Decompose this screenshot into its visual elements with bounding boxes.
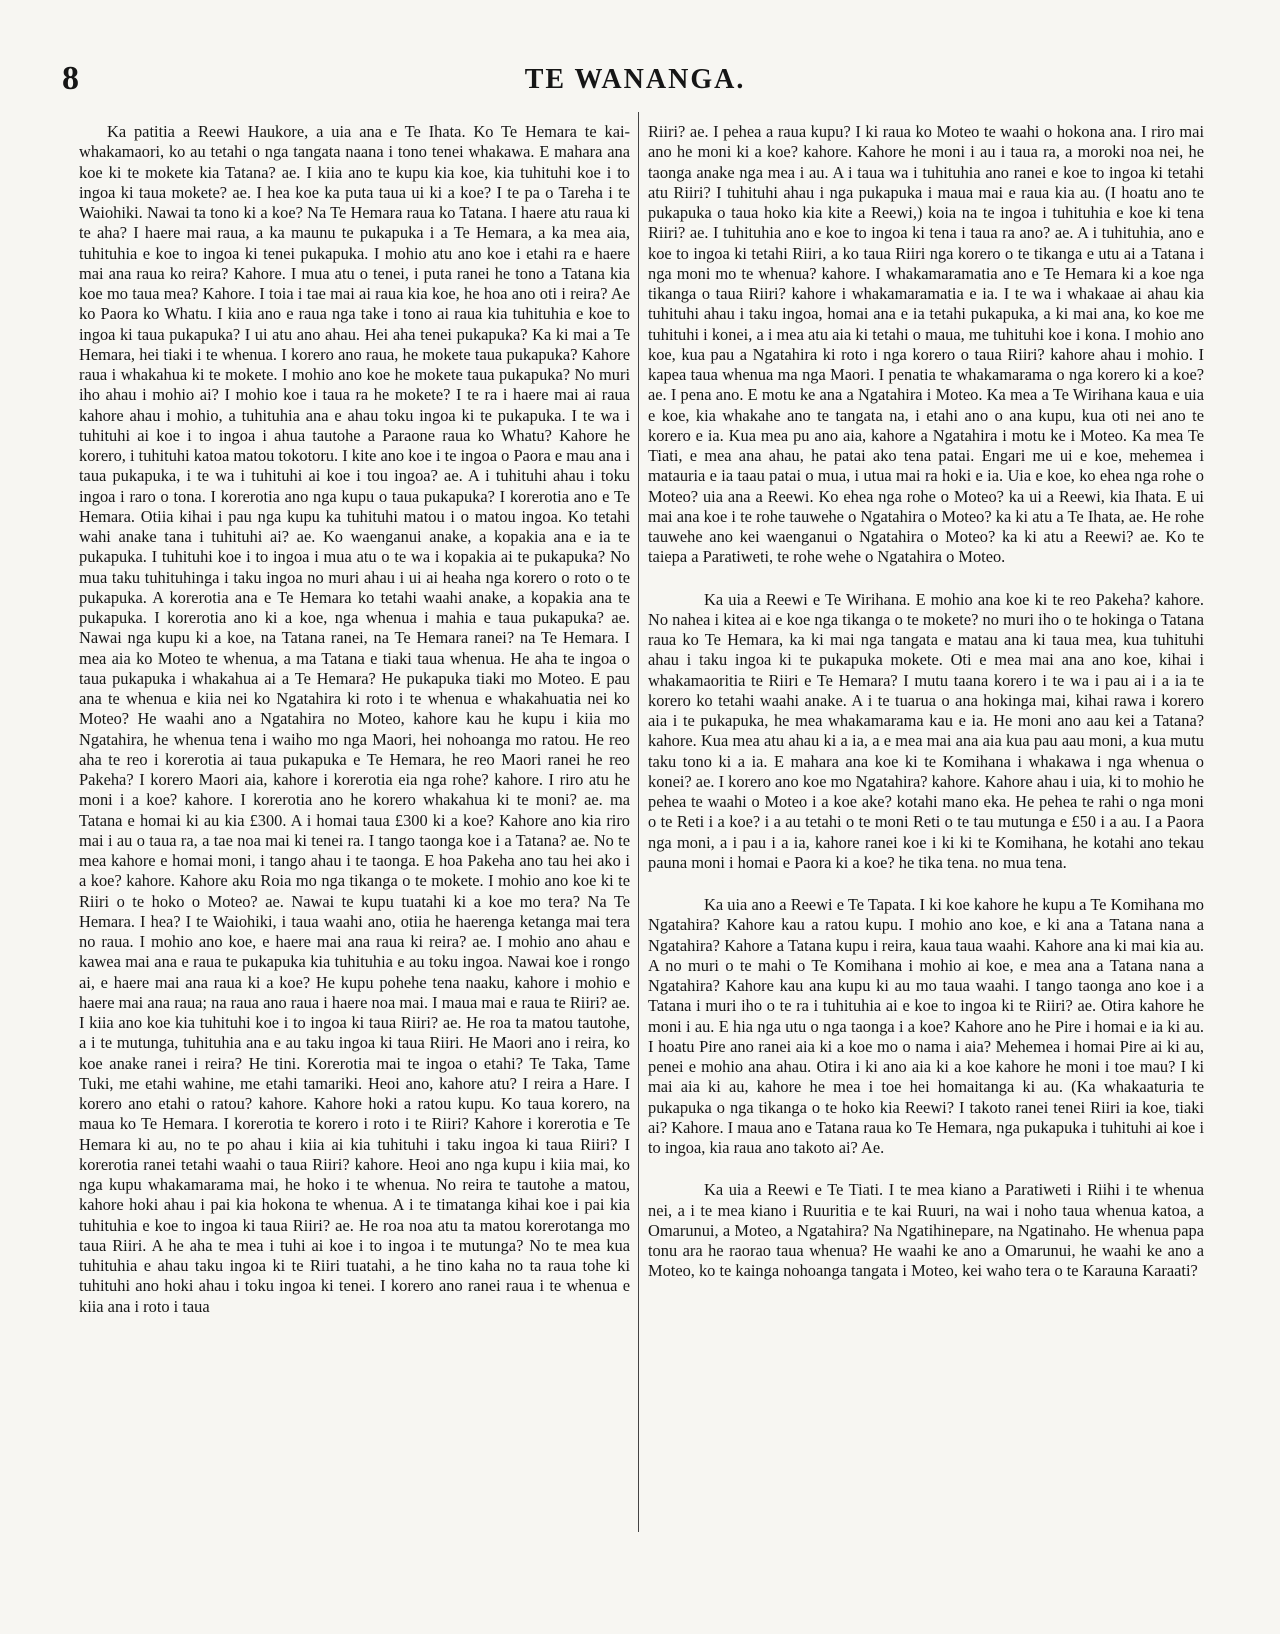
section-paragraph: Ka uia a Reewi e Te Wirihana. E mohio ana koe ki te reo Pakeha? kahore. No nahea i kitea ai e koe nga tikanga o te mokete? no muri iho o te hokinga o Tatana raua ko Te Hemara, ka ki mai nga tangata e matau ana ki taua mea, kua tuhituhi ahau i taku ingoa ki te pukapuka mokete. Oti e mea mai ana ano koe, kihai i whakamaoritia te Riiri e Te Hemara? I mutu taana korero i te wa i pau ai i a ia te korero ko tetahi waahi anake. A i te tuarua o ana hokinga mai, kihai rawa i korero aia i te pukapuka, he mea whakamarama kau e ia. He moni ano aau kei a Tatana? kahore. Kua mea atu ahau ki a ia, a e mea mai ana aia kua pau aau moni, a kua mutu taku tono ki a ia. E mahara ana koe ki te Komihana i whakawa i nga whenua o konei? ae. I korero ano koe mo Ngatahira? kahore. Kahore ahau i uia, ki to mohio he pehea te waahi o Moteo i a koe ake? kotahi mano eka. He pehea te rahi o nga moni o te Reti i a koe? i a au tetahi o te moni Reti o te tau mutunga e £50 i a au. I a Paora nga moni, a i pau i a ia, kahore ranei koe i ki ki te Komihana, he kotahi ano tekau pauna moni i homai e Paora ki a koe? he tika tena. no mua tena. <box>648 589 1204 872</box>
article-paragraph: Ka patitia a Reewi Haukore, a uia ana e Te Ihata. Ko Te Hemara te kai-whakamaori, ko au tetahi o nga tangata naana i tono tenei whakawa. E mahara ana koe ki te mokete kia Tatana? ae. I kiia ano te kupu kia koe, kia tuhituhi koe i to ingoa ki taua mokete? ae. I hea koe ka puta taua ui ki a koe? I te pa o Tareha i te Waiohiki. Nawai ta tono ki a koe? Na Te Hemara raua ko Tatana. I haere atu raua ki te aha? I haere mai raua, a ka maunu te pukapuka i a Te Hemara, a ka mea aia, tuhituhia e koe to ingoa ki tenei pukapuka. I mohio atu ano koe i etahi ra e haere mai ana raua ko reira? Kahore. I mua atu o tenei, i puta ranei he tono a Tatana kia koe mo taua mea? Kahore. I toia i tae mai ai raua kia koe, he hoa ano oti i reira? Ae ko Paora ko Whatu. I kiia ano e raua nga take i tono ai raua kia tuhituhia e koe to ingoa ki taua pukapuka? I ui atu ano ahau. Hei aha tenei pukapuka? Ka ki mai a Te Hemara, hei tiaki i te whenua. I korero ano raua, he mokete taua pukapuka? Kahore raua i whakahua ki te mokete. I mohio ano koe he mokete taua pukapuka? No muri iho ahau i mohio ai? I mohio koe i taua ra he mokete? I te ra i haere mai ai raua kahore ahau i mohio, a tuhituhia ana e ahau toku ingoa ki te pukapuka. I te wa i tuhituhi ai koe i to ingoa i ahua tautohe a Paraone raua ko Whatu? Kahore he korero, i tuhituhi katoa matou tokotoru. I kite ano koe i te ingoa o Paora e mau ana i taua pukapuka, i te wa i tuhituhi ai koe i tou ingoa? ae. A i tuhituhi ahau i toku ingoa i raro o tona. I korerotia ano nga kupu o taua pukapuka? I korerotia ano e Te Hemara. Otiia kihai i pau nga kupu ka tuhituhi matou i o matou ingoa. Ko tetahi wahi anake tana i tuhituhi ai? ae. Ko waenganui anake, a kopakia ana e ia te pukapuka. I tuhituhi koe i to ingoa i mua atu o te wa i kopakia ai te pukapuka? No mua taku tuhituhinga i taku ingoa no muri ahau i ui ai heaha nga korero o roto o te pukapuka. A korerotia ana e Te Hemara ko tetahi waahi anake, a kopakia ana te pukapuka. I korerotia ano ki a koe, nga whenua i mahia e taua pukapuka? ae. Nawai nga kupu ki a koe, na Tatana ranei, na Te Hemara ranei? na Te Hemara. I mea aia ko Moteo te whenua, a ma Tatana e tiaki taua whenua. He aha te ingoa o taua pukapuka i whakahua ai a Te Hemara? He pukapuka tiaki mo Moteo. E pau ana te whenua e kiia nei ko Ngatahira ki roto i te whenua e whakahuatia nei ko Moteo? He waahi ano a Ngatahira no Moteo, kahore kau he kupu i kiia mo Ngatahira, he whenua tena i waiho mo nga Maori, hei nohoanga mo ratou. He reo aha te reo i korerotia ai taua pukapuka e Te Hemara, he reo Maori ranei he reo Pakeha? I korero Maori aia, kahore i korerotia eia nga rohe? kahore. I riro atu he moni i a koe? kahore. I korerotia ano he korero whakahua ki te moni? ae. ma Tatana e homai ki au kia £300. A i homai taua £300 ki a koe? Kahore ano kia riro mai i au o taua ra, a tae noa mai ki tenei ra. I tango taonga koe i a Tatana? ae. No te mea kahore e homai moni, i tango ahau i te taonga. E hoa Pakeha ano tau hei ako i a koe? kahore. Kahore aku Roia mo nga tikanga o te mokete. I mohio ano koe ki te Riiri o te hoko o Moteo? ae. Nawai te kupu tuatahi ki a koe mo tera? Na Te Hemara. I hea? I te Waiohiki, i taua waahi ano, otiia he haerenga ketanga mai tera no raua. I mohio ano koe, e haere mai ana raua ki reira? ae. I mohio ano ahau e kawea mai ana e raua te pukapuka kia tuhituhia e au toku ingoa. Nawai koe i rongo ai, e haere mai ana raua ki a koe? He kupu pohehe tena naaku, kahore i mohio e haere mai ana raua; na raua ano raua i haere noa mai. I maua mai e raua te Riiri? ae. I kiia ano koe kia tuhituhi koe i to ingoa ki taua Riiri? ae. He roa ta matou tautohe, a i te mutunga, tuhituhia ana e au taku ingoa ki taua Riiri. He Maori ano i reira, ko koe anake ranei i reira? He tini. Korerotia mai te ingoa o etahi? Te Taka, Tame Tuki, me etahi wahine, me etahi tamariki. Heoi ano, kahore atu? I reira a Hare. I korero ano etahi o ratou? kahore. Kahore hoki a ratou kupu. Ko taua korero, na maua ko Te Hemara. I korerotia te korero i roto i te Riiri? Kahore i korerotia e Te Hemara ki au, no te po ahau i kiia ai kia tuhituhi i taku ingoa ki taua Riiri? I korerotia ranei tetahi waahi o taua Riiri? kahore. Heoi ano nga kupu i kiia mai, ko nga kupu whakamarama mai, he hoko i te whenua. No reira te tautohe a matou, kahore hoki ahau i pai kia hokona te whenua. A i te timatanga kihai koe i pai kia tuhituhia e koe to ingoa ki taua Riiri? ae. He roa noa atu ta matou korerotanga mo taua Riiri. A he aha te mea i tuhi ai koe i to ingoa i te mutunga? No te mea kua tuhituhia e ahau taku ingoa ki te Riiri tuatahi, a he tino kaha no ta raua tohe ki tuhituhi ano hoki ahau i toku ingoa ki tenei. I korero ano ranei raua i te whenua e kiia ana i roto i taua <box>79 122 630 1316</box>
masthead <box>60 60 1210 108</box>
left-column <box>79 122 630 1317</box>
section-paragraph: Ka uia a Reewi e Te Tiati. I te mea kiano a Paratiweti i Riihi i te whenua nei, a i te mea kiano i Ruuritia e te kai Ruuri, na wai i noho taua whenua katoa, a Omarunui, a Moteo, a Ngatahira? Na Ngatihinepare, na Ngatinaho. He whenua papa tonu ara he raorao taua whenua? He waahi ke ano a Omarunui, he waahi ke ano a Moteo, ko te kainga nohoanga tangata i Moteo, kei waho tera o te Karauna Karaati? <box>648 1180 1204 1281</box>
newspaper-title: TE WANANGA. <box>524 64 746 95</box>
column-divider <box>638 112 639 1532</box>
page-number: 8 <box>62 60 79 97</box>
article-continuation: Riiri? ae. I pehea a raua kupu? I ki raua ko Moteo te waahi o hokona ana. I riro mai ano he moni ki a koe? kahore. Kahore he moni i au i taua ra, a moroki noa nei, he taonga anake nga mea i au. A i taua wa i tuhituhia ano ranei e koe to ingoa ki tetahi atu Riiri? I tuhituhi ahau i nga pukapuka i maua mai e raua kia au. (I hoatu ano te pukapuka o taua hoko kia kite a Reewi,) koia na te ingoa i tuhituhia e koe ki tena Riiri? ae. I tuhituhia ano e koe to ingoa ki tena i taua ra ano? ae. A i tuhituhia, ano e koe to ingoa ki tetahi Riiri, a ko taua Riiri nga korero o te tikanga e utu ai a Tatana i nga moni mo te whenua? kahore. I whakamaramatia ano e Te Hemara ki a koe nga tikanga o taua Riiri? kahore i whakamaramatia e ia. I te wa i whakaae ai ahau kia tuhituhi ahau i taku ingoa, homai ana e ia tetahi pukapuka, a ki mai ana, ko koe me tuhituhi i konei, a i mea atu aia ki tetahi o maua, me tuhituhi koe i kona. I mohio ano koe, kua pau a Ngatahira ki roto i nga korero o taua Riiri? kahore ahau i mohio. I kapea taua whenua ma nga Maori. I penatia te whakamarama o nga korero ki a koe? ae. I pena ano. E motu ke ana a Ngatahira i Moteo. Ka mea a Te Wirihana kaua e uia e koe, kia whakahe ano te tangata na, i etahi ano o ana kupu, kua oti nei ano te korero e ia. Kua mea pu ano aia, kahore a Ngatahira i motu ke i Moteo. Ka mea Te Tiati, e mea ana ahau, he patai ako tena patai. Engari me ui e koe, mehemea i matauria e ia taau patai o mua, i utua mai ra hoki e ia. Uia e koe, ko ehea nga rohe o Moteo? uia ana a Reewi. Ko ehea nga rohe o Moteo? ka ui a Reewi, kia Ihata. E ui mai ana koe i te rohe tauwehe o Ngatahira o Moteo? ka ki atu a Te Ihata, ae. He rohe tauwehe ano kei waenganui o Ngatahira o Moteo? ka ki atu a Reewi? ae. Ko te taiepa a Paratiweti, te rohe wehe o Ngatahira o Moteo. <box>648 122 1204 567</box>
right-column <box>648 122 1204 1282</box>
section-paragraph: Ka uia ano a Reewi e Te Tapata. I ki koe kahore he kupu a Te Komihana mo Ngatahira? Kahore kau a ratou kupu. I mohio ano koe, e ki ana a Tatana nana a Ngatahira? Kahore a Tatana kupu i reira, kaua taua waahi. Kahore ana ki mai kia au. A no muri o te mahi o Te Komihana i mohio ai koe, e mea ana a Tatana nana a Ngatahira? Kahore kau ana kupu ki au mo taua waahi. I tango taonga ano koe i a Tatana i muri iho o te ra i tuhituhia ai e koe to ingoa ki te Riiri? ae. Otira kahore he moni i au. E hia nga utu o nga taonga i a koe? Kahore ano he Pire i homai e ia ki au. I hoatu Pire ano ranei aia ki a koe mo o nama i aia? Mehemea i homai Pire ai ki au, penei e mohio ana ahau. Otira i ki ano aia ki a koe kahore he moni i toe mau? I ki mai aia ki au, kahore he mea i toe hei homaitanga ki au. (Ka whakaaturia te pukapuka o nga tikanga o te hoko kia Reewi? I takoto ranei tenei Riiri ia koe, tiaki ai? Kahore. I maua ano e Tatana raua ko Te Hemara, nga pukapuka i tuhituhi ai koe i to ingoa, kia raua ano takoto ai? Ae. <box>648 895 1204 1157</box>
